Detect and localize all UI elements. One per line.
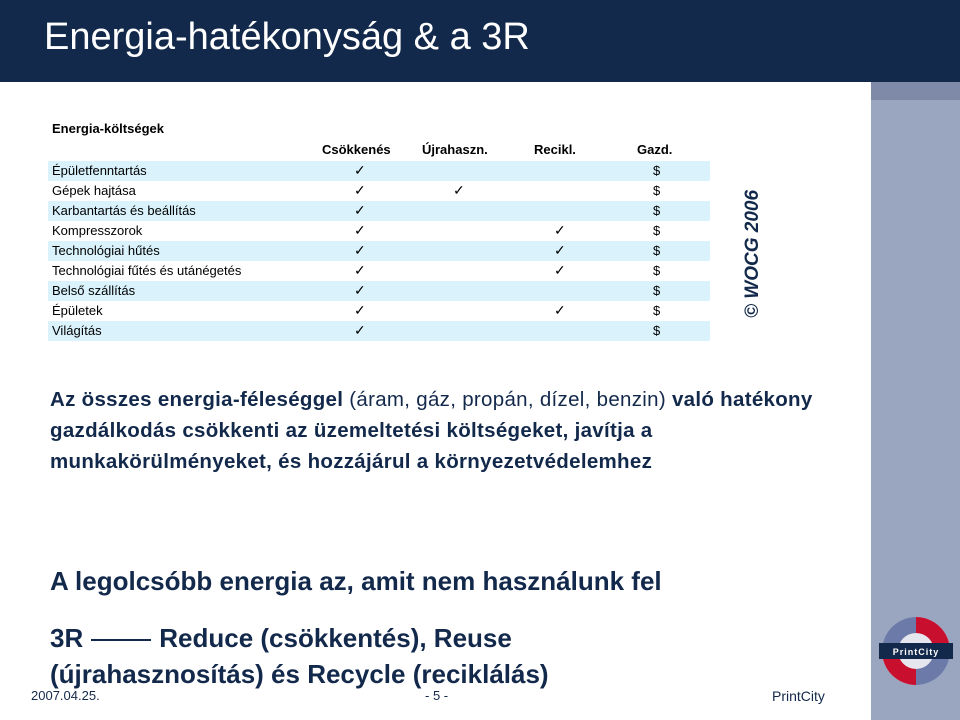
table-row [48,181,710,201]
checkmark-icon: ✓ [354,222,366,238]
side-bar-top [871,82,960,100]
table-title: Energia-költségek [52,121,164,136]
checkmark-icon: ✓ [354,162,366,178]
headline-3r-recycle: (újrahasznosítás) és Recycle (reciklálás) [50,659,549,689]
headline-3r-reduce: Reduce (csökkentés), Reuse [159,623,512,653]
header-gazd: Gazd. [637,142,673,157]
header-ujrahaszn: Újrahaszn. [422,142,488,157]
headline-3r [50,620,549,692]
table-row [48,301,710,321]
checkmark-icon: ✓ [354,202,366,218]
table-row [48,221,710,241]
cost-symbol: $ [653,283,661,298]
checkmark-icon: ✓ [554,222,566,238]
cost-symbol: $ [653,203,661,218]
table-row [48,241,710,261]
checkmark-icon: ✓ [554,262,566,278]
header-csokkenes: Csökkenés [322,142,391,157]
table-row [48,321,710,341]
paragraph-bold-1: Az összes energia-féleséggel [50,388,344,411]
checkmark-icon: ✓ [453,182,465,198]
checkmark-icon: ✓ [354,322,366,338]
table-row [48,261,710,281]
cost-symbol: $ [653,223,661,238]
checkmark-icon: ✓ [354,242,366,258]
checkmark-icon: ✓ [354,262,366,278]
cost-symbol: $ [653,163,661,178]
slide-title: Energia-hatékonyság & a 3R [44,16,530,58]
row-label: Belső szállítás [52,283,136,298]
paragraph-normal: (áram, gáz, propán, dízel, benzin) [343,388,672,411]
cost-symbol: $ [653,243,661,258]
row-label: Technológiai hűtés [52,243,160,258]
checkmark-icon: ✓ [354,302,366,318]
cost-symbol: $ [653,323,661,338]
cost-symbol: $ [653,263,661,278]
headline-3r-label: 3R [50,623,84,653]
copyright-notice: © WOCG 2006 [742,189,763,318]
checkmark-icon: ✓ [554,302,566,318]
footer-page-number: - 5 - [425,688,449,703]
row-label: Gépek hajtása [52,183,136,198]
footer-date: 2007.04.25. [31,688,100,703]
cost-symbol: $ [653,183,661,198]
table-row [48,201,710,221]
paragraph-bold-2: való hatékony gazdálkodás csökkenti az üzemeltetési költségeket, javítja a munkakörülményeket, és hozzájárul a környezetvédelemhez [50,388,813,473]
body-paragraph [50,384,830,477]
row-label: Világítás [52,323,102,338]
row-label: Technológiai fűtés és utánégetés [52,263,242,278]
row-label: Épületfenntartás [52,163,147,178]
checkmark-icon: ✓ [554,242,566,258]
row-label: Épületek [52,303,103,318]
svg-text:PrintCity: PrintCity [892,647,940,657]
header-recikl: Recikl. [534,142,576,157]
table-row [48,281,710,301]
table-row [48,161,710,181]
printcity-logo-icon [879,614,953,688]
row-label: Karbantartás és beállítás [52,203,196,218]
headline-cheapest-energy: A legolcsóbb energia az, amit nem használunk fel [50,566,662,596]
cost-symbol: $ [653,303,661,318]
cost-table [48,161,710,341]
dash-divider [91,639,151,641]
footer-brand: PrintCity [772,688,825,704]
row-label: Kompresszorok [52,223,143,238]
checkmark-icon: ✓ [354,182,366,198]
checkmark-icon: ✓ [354,282,366,298]
